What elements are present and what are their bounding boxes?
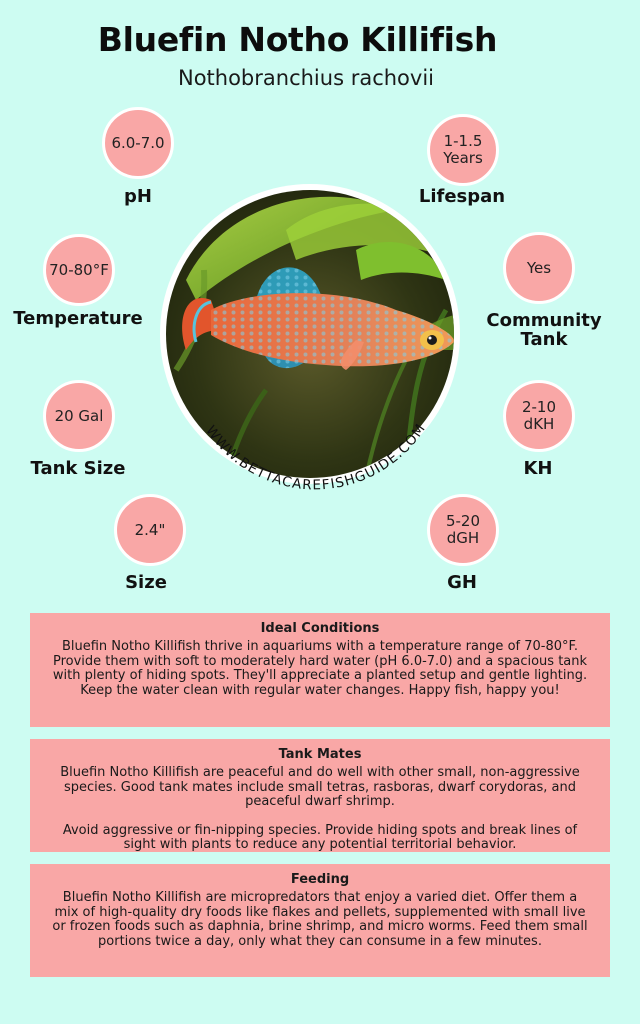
gh-label: GH (447, 572, 477, 593)
feeding-body: Bluefin Notho Killifish are micropredators that enjoy a varied diet. Offer them a mix of high-quality dry foods like flakes and pellets, supplemented with small live or frozen foods such as daphnia, brine shrimp, and micro worms. Feed them small portions twice a day, only what they can consume in a few minutes. (52, 890, 588, 949)
temperature-label: Temperature (13, 308, 143, 329)
community-label-line1: Community (486, 310, 602, 331)
ideal-conditions-card (30, 613, 610, 727)
ph-value: 6.0-7.0 (111, 133, 165, 152)
community-label (474, 311, 614, 349)
size-label: Size (125, 572, 167, 593)
lifespan-value-line1: 1-1.5 (443, 132, 483, 150)
tank-size-value: 20 Gal (54, 406, 104, 425)
tank-mates-card (30, 739, 610, 852)
feeding-heading: Feeding (290, 872, 350, 887)
feeding-card (30, 864, 610, 977)
lifespan-bubble (427, 114, 499, 186)
lifespan-label: Lifespan (418, 186, 506, 207)
scientific-name: Nothobranchius rachovii (177, 66, 434, 90)
ph-label: pH (124, 186, 152, 207)
watermark-arc (160, 300, 460, 500)
tank-mates-body-1: Bluefin Notho Killifish are peaceful and do well with other small, non-aggressive species. Good tank mates include small tetras, rasboras, dwarf corydoras, and peaceful dwarf shrimp. (60, 765, 580, 809)
size-bubble (114, 494, 186, 566)
lifespan-value-line2: Years (443, 149, 483, 167)
gh-value-line1: 5-20 (445, 512, 481, 530)
kh-value-line1: 2-10 (521, 398, 557, 416)
temperature-bubble (43, 234, 115, 306)
size-value: 2.4" (134, 520, 166, 539)
community-value: Yes (526, 258, 552, 277)
tank-size-label: Tank Size (30, 458, 126, 479)
ideal-conditions-body: Bluefin Notho Killifish thrive in aquariums with a temperature range of 70-80°F. Provide them with soft to moderately hard water (pH 6.0-7.0) and a spacious tank with plenty of hiding spots. They'll appreciate a planted setup and gentle lighting. Keep the water clean with regular water changes. Happy fish, happy you! (52, 639, 588, 698)
kh-bubble (503, 380, 575, 452)
gh-value-line2: dGH (446, 529, 480, 547)
community-bubble (503, 232, 575, 304)
ph-bubble (102, 107, 174, 179)
gh-value (446, 513, 480, 547)
tank-size-bubble (43, 380, 115, 452)
community-label-line2: Tank (520, 329, 568, 350)
kh-value-line2: dKH (523, 415, 555, 433)
temperature-value: 70-80°F (49, 260, 109, 279)
gh-bubble (427, 494, 499, 566)
ideal-conditions-heading: Ideal Conditions (260, 621, 380, 636)
kh-label: KH (523, 458, 553, 479)
watermark-url: WWW.BETTACAREFISHGUIDE.COM (202, 420, 430, 494)
lifespan-value (443, 133, 483, 167)
kh-value (522, 399, 556, 433)
tank-mates-heading: Tank Mates (278, 747, 362, 762)
page-title: Bluefin Notho Killifish (97, 20, 498, 59)
tank-mates-body-2: Avoid aggressive or fin-nipping species. Provide hiding spots and break lines of sight with plants to reduce any potential territorial behavior. (62, 822, 578, 852)
